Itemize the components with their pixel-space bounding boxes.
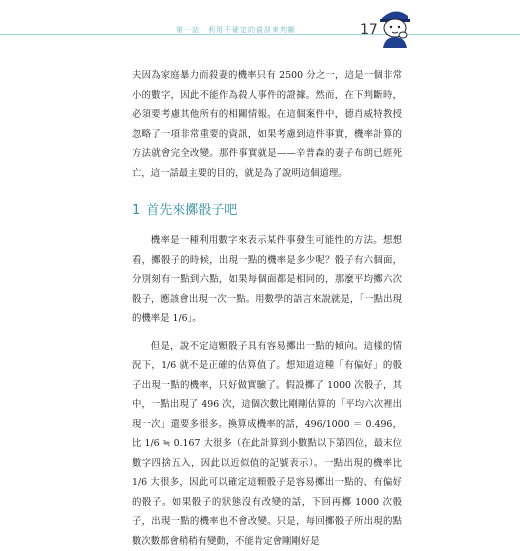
paragraph-dice-intro: 機率是一種利用數字來表示某件事發生可能性的方法。想想看，擲骰子的時候，出現一點的機率是多少呢？骰子有六個面，分別刻有一點到六點，如果每個面都是相同的，那麼平均擲六次骰子，應該會出現一次一點。用數學的語言來說就是，「一點出現的機率是 1/6」。 — [132, 231, 402, 329]
page-body — [132, 66, 402, 551]
page-number: 17 — [360, 22, 378, 38]
page-header — [0, 0, 520, 48]
section-heading — [132, 201, 402, 221]
paragraph-biased-dice: 但是，說不定這顆骰子具有容易擲出一點的傾向。這樣的情況下，1/6 就不是正確的估算值了。想知道這種「有偏好」的骰子出現一點的機率，只好做實驗了。假設擲了 1000 次骰子，其中，一點出現了 496 次，這個次數比剛剛估算的「平均六次裡出現一次」還要多很多。換算成機率的話，496/1000 ＝ 0.496，比 1/6 ≒ 0.167 大很多（在此計算到小數點以下第四位，最末位數字四捨五入，因此以近似值的記號表示）。一點出現的機率比 1/6 大很多，因此可以確定這顆骰子是容易擲出一點的、有偏好的骰子。如果骰子的狀態沒有改變的話，下回再擲 1000 次骰子，出現一點的機率也不會改變。只是，每回擲骰子所出現的點數次數都會稍稍有變動，不能肯定會剛剛好是 — [132, 337, 402, 551]
chapter-label: 第一話 利用不確定的資訊來判斷 — [176, 25, 296, 35]
paragraph-intro: 夫因為家庭暴力而殺妻的機率只有 2500 分之一，這是一個非常小的數字，因此不能作為殺人事件的證據。然而，在下判斷時，必須要考慮其他所有的相關情報。在這個案件中，德肖威特教授忽略了一項非常重要的資訊，如果考慮到這件事實，機率計算的方法就會完全改變。那件事實就是——辛普森的妻子布朗已經死亡，這一話最主要的目的，就是為了說明這個道理。 — [132, 66, 402, 183]
section-number: 1 — [132, 203, 140, 218]
thinking-mascot-icon — [372, 4, 418, 50]
section-title: 首先來擲骰子吧 — [146, 203, 237, 218]
